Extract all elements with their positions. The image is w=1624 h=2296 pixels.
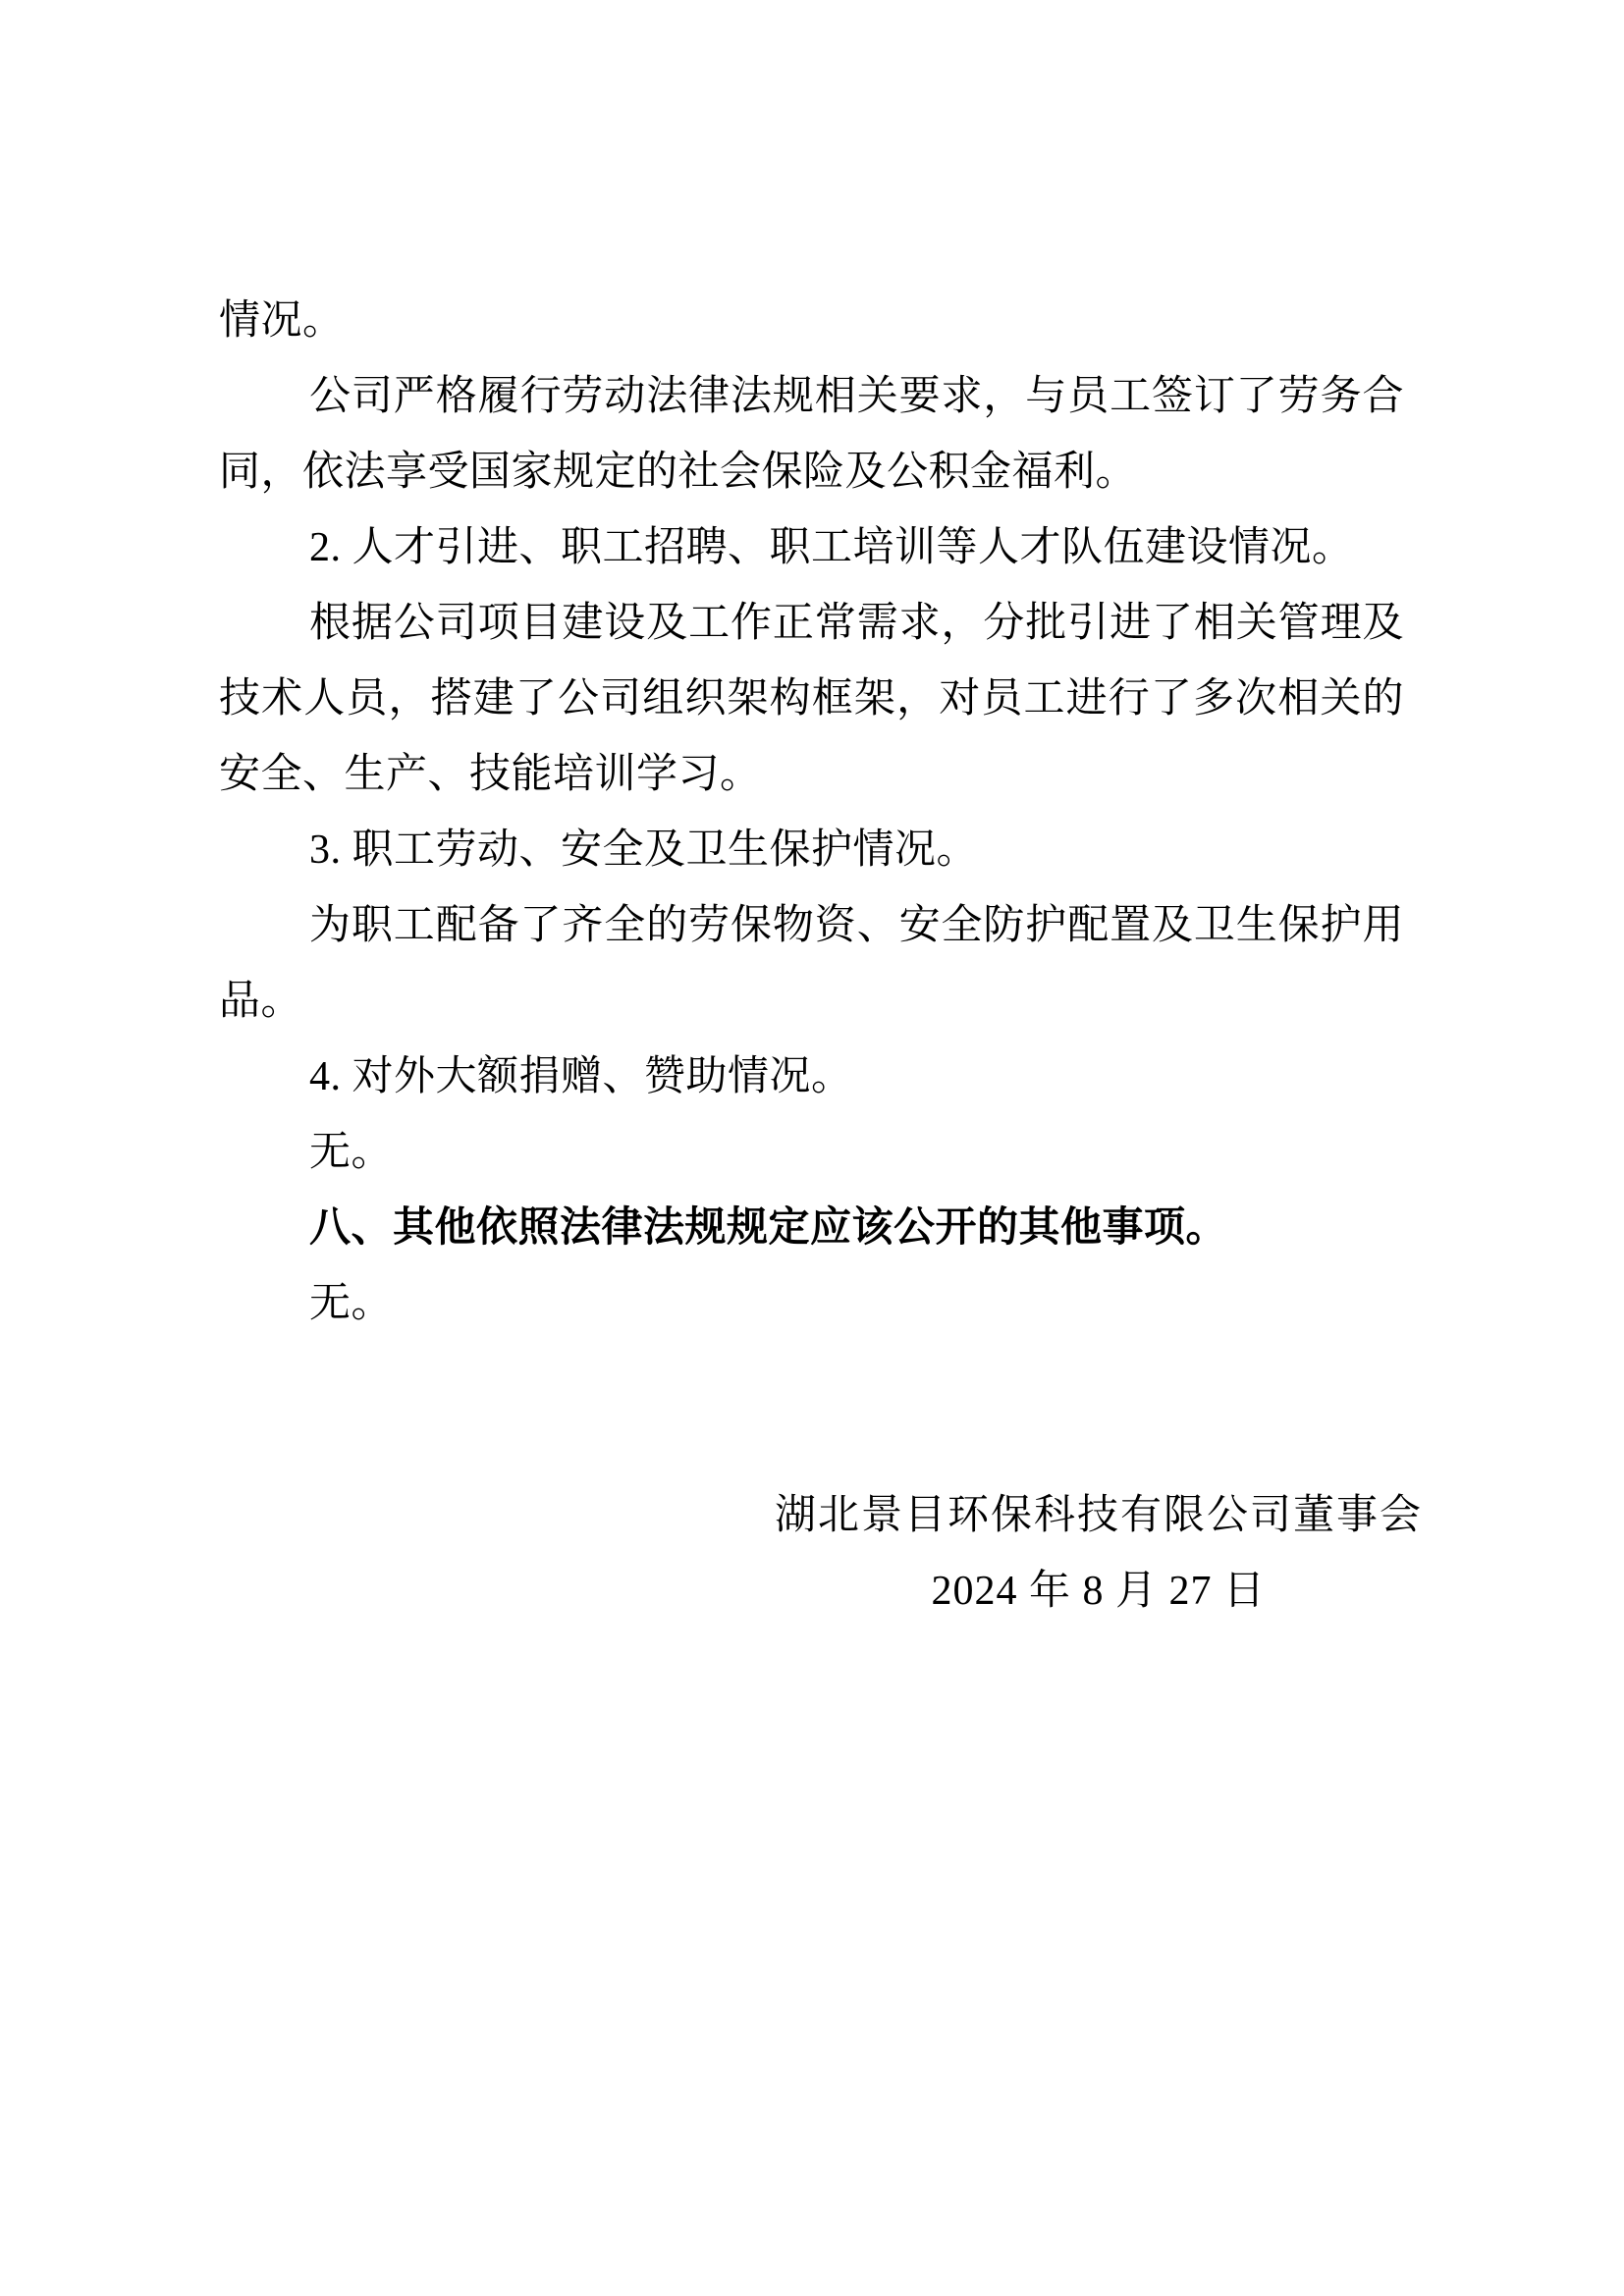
text-line: 3. 职工劳动、安全及卫生保护情况。 xyxy=(309,828,979,873)
signature-company: 湖北景目环保科技有限公司董事会 xyxy=(774,1493,1423,1538)
text-line: 无。 xyxy=(309,1130,394,1175)
text-line: 为职工配备了齐全的劳保物资、安全防护配置及卫生保护用 xyxy=(309,903,1404,948)
section-heading: 八、其他依照法律法规规定应该公开的其他事项。 xyxy=(309,1205,1228,1251)
text-line: 2. 人才引进、职工招聘、职工培训等人才队伍建设情况。 xyxy=(309,525,1354,570)
text-line: 无。 xyxy=(309,1281,394,1326)
text-line: 安全、生产、技能培训学习。 xyxy=(219,752,762,797)
text-line: 同，依法享受国家规定的社会保险及公积金福利。 xyxy=(219,450,1138,495)
text-line: 4. 对外大额捐赠、赞助情况。 xyxy=(309,1054,853,1099)
text-line: 技术人员，搭建了公司组织架构框架，对员工进行了多次相关的 xyxy=(219,676,1404,721)
document-body xyxy=(219,284,1404,1342)
text-line: 品。 xyxy=(219,979,303,1024)
signature-date: 2024 年 8 月 27 日 xyxy=(931,1569,1266,1614)
text-line: 根据公司项目建设及工作正常需求，分批引进了相关管理及 xyxy=(309,601,1404,646)
text-line: 情况。 xyxy=(219,298,345,344)
signature-block xyxy=(219,1478,1423,1629)
text-line: 公司严格履行劳动法律法规相关要求，与员工签订了劳务合 xyxy=(309,374,1404,419)
